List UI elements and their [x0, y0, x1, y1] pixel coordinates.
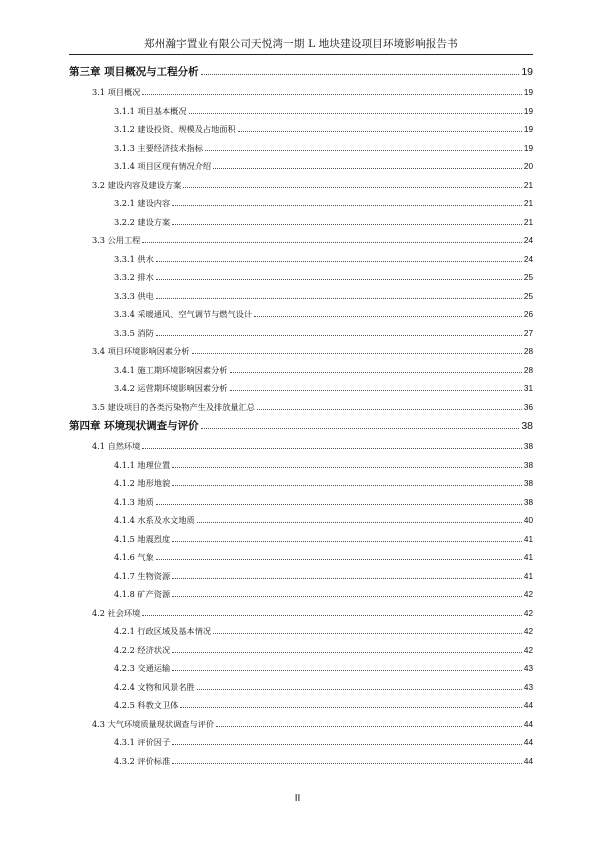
- toc-entry[interactable]: [69, 305, 533, 324]
- dot-leader: [230, 371, 522, 373]
- toc-entry-title: 4.1 自然环境: [92, 441, 141, 451]
- dot-leader: [142, 447, 522, 449]
- toc-entry[interactable]: [69, 548, 533, 567]
- toc-entry-page: 21: [523, 199, 533, 208]
- dot-leader: [180, 706, 522, 708]
- dot-leader: [201, 73, 520, 75]
- toc-entry-page: 19: [523, 106, 533, 116]
- toc-entry-page: 41: [523, 534, 533, 544]
- toc-entry[interactable]: [69, 324, 533, 343]
- toc-entry-page: 31: [523, 384, 533, 393]
- toc-entry-page: 19: [523, 143, 533, 153]
- toc-entry-page: 21: [523, 180, 533, 190]
- dot-leader: [172, 743, 522, 745]
- toc-entry[interactable]: [69, 437, 533, 456]
- toc-entry[interactable]: [69, 213, 533, 232]
- dot-leader: [183, 186, 522, 188]
- toc-entry[interactable]: [69, 102, 533, 121]
- dot-leader: [172, 484, 522, 486]
- dot-leader: [213, 632, 522, 634]
- toc-entry-page: 25: [523, 273, 533, 282]
- dot-leader: [172, 577, 522, 579]
- toc-entry-title: 3.3.3 供电: [114, 290, 154, 301]
- dot-leader: [213, 167, 522, 169]
- toc-entry-title: 4.2 社会环境: [92, 607, 141, 618]
- toc-entry-page: 28: [523, 347, 533, 356]
- dot-leader: [172, 669, 522, 671]
- table-of-contents: [69, 62, 533, 770]
- dot-leader: [156, 334, 522, 336]
- toc-entry[interactable]: [69, 361, 533, 380]
- dot-leader: [172, 223, 522, 225]
- dot-leader: [257, 408, 522, 410]
- dot-leader: [201, 427, 520, 429]
- toc-entry[interactable]: [69, 752, 533, 771]
- toc-entry[interactable]: [69, 493, 533, 512]
- toc-entry-title: 4.1.8 矿产资源: [114, 589, 171, 599]
- toc-entry-title: 3.3.2 排水: [114, 272, 154, 282]
- dot-leader: [142, 93, 522, 95]
- toc-entry-page: 24: [523, 236, 533, 245]
- toc-entry-page: 44: [523, 701, 533, 710]
- toc-entry-title: 4.1.4 水系及水文地质: [114, 515, 195, 525]
- toc-entry-page: 38: [523, 442, 533, 451]
- dot-leader: [156, 558, 522, 560]
- dot-leader: [205, 149, 522, 151]
- toc-entry-page: 41: [523, 553, 533, 562]
- toc-entry-title: 4.1.3 地质: [114, 496, 154, 507]
- dot-leader: [172, 540, 522, 542]
- running-header: 郑州瀚宇置业有限公司天悦湾一期 L 地块建设项目环境影响报告书: [69, 36, 533, 55]
- toc-entry-page: 26: [523, 310, 533, 319]
- toc-entry[interactable]: [69, 733, 533, 752]
- toc-entry-title: 3.1.2 建设投资、规模及占地面积: [114, 124, 236, 134]
- dot-leader: [216, 725, 522, 727]
- toc-entry-page: 42: [523, 627, 533, 636]
- toc-entry[interactable]: [69, 231, 533, 250]
- dot-leader: [172, 762, 522, 764]
- dot-leader: [142, 241, 522, 243]
- toc-entry-page: 43: [523, 682, 533, 692]
- toc-entry-title: 3.4.2 运营期环境影响因素分析: [114, 383, 228, 393]
- toc-entry-page: 20: [523, 162, 533, 171]
- toc-entry-title: 4.2.5 科教文卫体: [114, 700, 179, 710]
- toc-entry-title: 4.1.6 气象: [114, 552, 154, 562]
- dot-leader: [254, 315, 522, 317]
- toc-entry-page: 44: [523, 719, 533, 729]
- toc-entry-page: 24: [523, 254, 533, 264]
- dot-leader: [142, 614, 522, 616]
- toc-entry[interactable]: [69, 622, 533, 641]
- toc-entry-page: 44: [523, 738, 533, 747]
- toc-entry[interactable]: [69, 604, 533, 623]
- toc-entry[interactable]: [69, 83, 533, 102]
- toc-entry-title: 3.2.2 建设方案: [114, 216, 171, 227]
- toc-entry-title: 4.3.2 评价标准: [114, 755, 171, 766]
- toc-entry[interactable]: [69, 715, 533, 734]
- toc-entry[interactable]: [69, 567, 533, 586]
- toc-entry-title: 第三章 项目概况与工程分析: [69, 66, 199, 78]
- toc-entry-title: 3.1 项目概况: [92, 87, 141, 97]
- dot-leader: [172, 204, 522, 206]
- toc-entry[interactable]: [69, 398, 533, 417]
- dot-leader: [238, 130, 522, 132]
- toc-chapter-entry[interactable]: [69, 416, 533, 437]
- toc-entry[interactable]: [69, 194, 533, 213]
- toc-entry-title: 4.1.1 地理位置: [114, 459, 171, 470]
- toc-entry[interactable]: [69, 678, 533, 697]
- dot-leader: [156, 503, 522, 505]
- toc-entry-title: 3.4.1 施工期环境影响因素分析: [114, 364, 228, 375]
- toc-entry-page: 42: [523, 608, 533, 618]
- dot-leader: [156, 297, 522, 299]
- toc-entry-page: 36: [523, 402, 533, 412]
- toc-entry[interactable]: [69, 342, 533, 361]
- dot-leader: [156, 278, 522, 280]
- toc-entry-page: 19: [521, 66, 533, 78]
- toc-entry-page: 44: [523, 756, 533, 766]
- toc-entry[interactable]: [69, 585, 533, 604]
- toc-entry[interactable]: [69, 120, 533, 139]
- toc-entry-title: 4.2.1 行政区域及基本情况: [114, 626, 212, 636]
- dot-leader: [230, 389, 522, 391]
- dot-leader: [156, 260, 522, 262]
- toc-entry-title: 3.5 建设项目的各类污染物产生及排放量汇总: [92, 401, 255, 412]
- toc-entry-title: 3.1.4 项目区现有情况介绍: [114, 161, 212, 171]
- toc-entry[interactable]: [69, 287, 533, 306]
- toc-entry-page: 38: [523, 460, 533, 470]
- dot-leader: [172, 595, 522, 597]
- page-number: II: [294, 793, 301, 804]
- toc-entry-page: 42: [523, 645, 533, 655]
- toc-entry-page: 28: [523, 365, 533, 375]
- toc-entry[interactable]: [69, 268, 533, 287]
- toc-entry-title: 4.1.5 地震烈度: [114, 533, 171, 544]
- toc-entry[interactable]: [69, 659, 533, 678]
- toc-entry-title: 3.2 建设内容及建设方案: [92, 179, 182, 190]
- toc-entry[interactable]: [69, 176, 533, 195]
- dot-leader: [192, 352, 522, 354]
- toc-entry[interactable]: [69, 157, 533, 176]
- toc-entry-page: 27: [523, 328, 533, 338]
- dot-leader: [172, 466, 522, 468]
- toc-entry-title: 4.2.4 文物和风景名胜: [114, 681, 195, 692]
- toc-entry-title: 3.3 公用工程: [92, 235, 141, 245]
- toc-entry-page: 19: [523, 88, 533, 97]
- toc-entry-page: 43: [523, 664, 533, 673]
- toc-entry-page: 38: [521, 420, 533, 432]
- toc-entry-title: 4.2.3 交通运输: [114, 663, 171, 673]
- toc-entry-title: 4.1.7 生物资源: [114, 570, 171, 581]
- toc-entry[interactable]: [69, 250, 533, 269]
- dot-leader: [189, 112, 522, 114]
- toc-entry-title: 3.3.4 采暖通风、空气调节与燃气设计: [114, 309, 253, 319]
- toc-entry-page: 19: [523, 125, 533, 134]
- dot-leader: [172, 651, 522, 653]
- toc-entry-title: 3.3.5 消防: [114, 327, 154, 338]
- toc-entry-title: 3.3.1 供水: [114, 253, 154, 264]
- toc-entry-page: 40: [523, 516, 533, 525]
- toc-entry-page: 38: [523, 497, 533, 507]
- toc-entry[interactable]: [69, 139, 533, 158]
- toc-entry-title: 第四章 环境现状调查与评价: [69, 420, 199, 432]
- toc-entry-title: 4.3 大气环境质量现状调查与评价: [92, 718, 215, 729]
- toc-entry-page: 25: [523, 291, 533, 301]
- dot-leader: [197, 688, 522, 690]
- toc-entry-title: 3.4 项目环境影响因素分析: [92, 346, 190, 356]
- toc-entry-title: 4.3.1 评价因子: [114, 737, 171, 747]
- toc-entry[interactable]: [69, 641, 533, 660]
- toc-entry-page: 42: [523, 590, 533, 599]
- toc-entry[interactable]: [69, 511, 533, 530]
- toc-entry[interactable]: [69, 530, 533, 549]
- toc-entry[interactable]: [69, 456, 533, 475]
- toc-entry-title: 4.2.2 经济状况: [114, 644, 171, 655]
- toc-entry-title: 3.1.3 主要经济技术指标: [114, 142, 203, 153]
- toc-entry-title: 3.1.1 项目基本概况: [114, 105, 187, 116]
- toc-chapter-entry[interactable]: [69, 62, 533, 83]
- toc-entry-title: 4.1.2 地形地貌: [114, 478, 171, 488]
- toc-entry-title: 3.2.1 建设内容: [114, 198, 171, 208]
- toc-entry[interactable]: [69, 474, 533, 493]
- toc-entry-page: 38: [523, 479, 533, 488]
- toc-entry[interactable]: [69, 379, 533, 398]
- toc-entry[interactable]: [69, 696, 533, 715]
- dot-leader: [197, 521, 522, 523]
- toc-entry-page: 21: [523, 217, 533, 227]
- toc-entry-page: 41: [523, 571, 533, 581]
